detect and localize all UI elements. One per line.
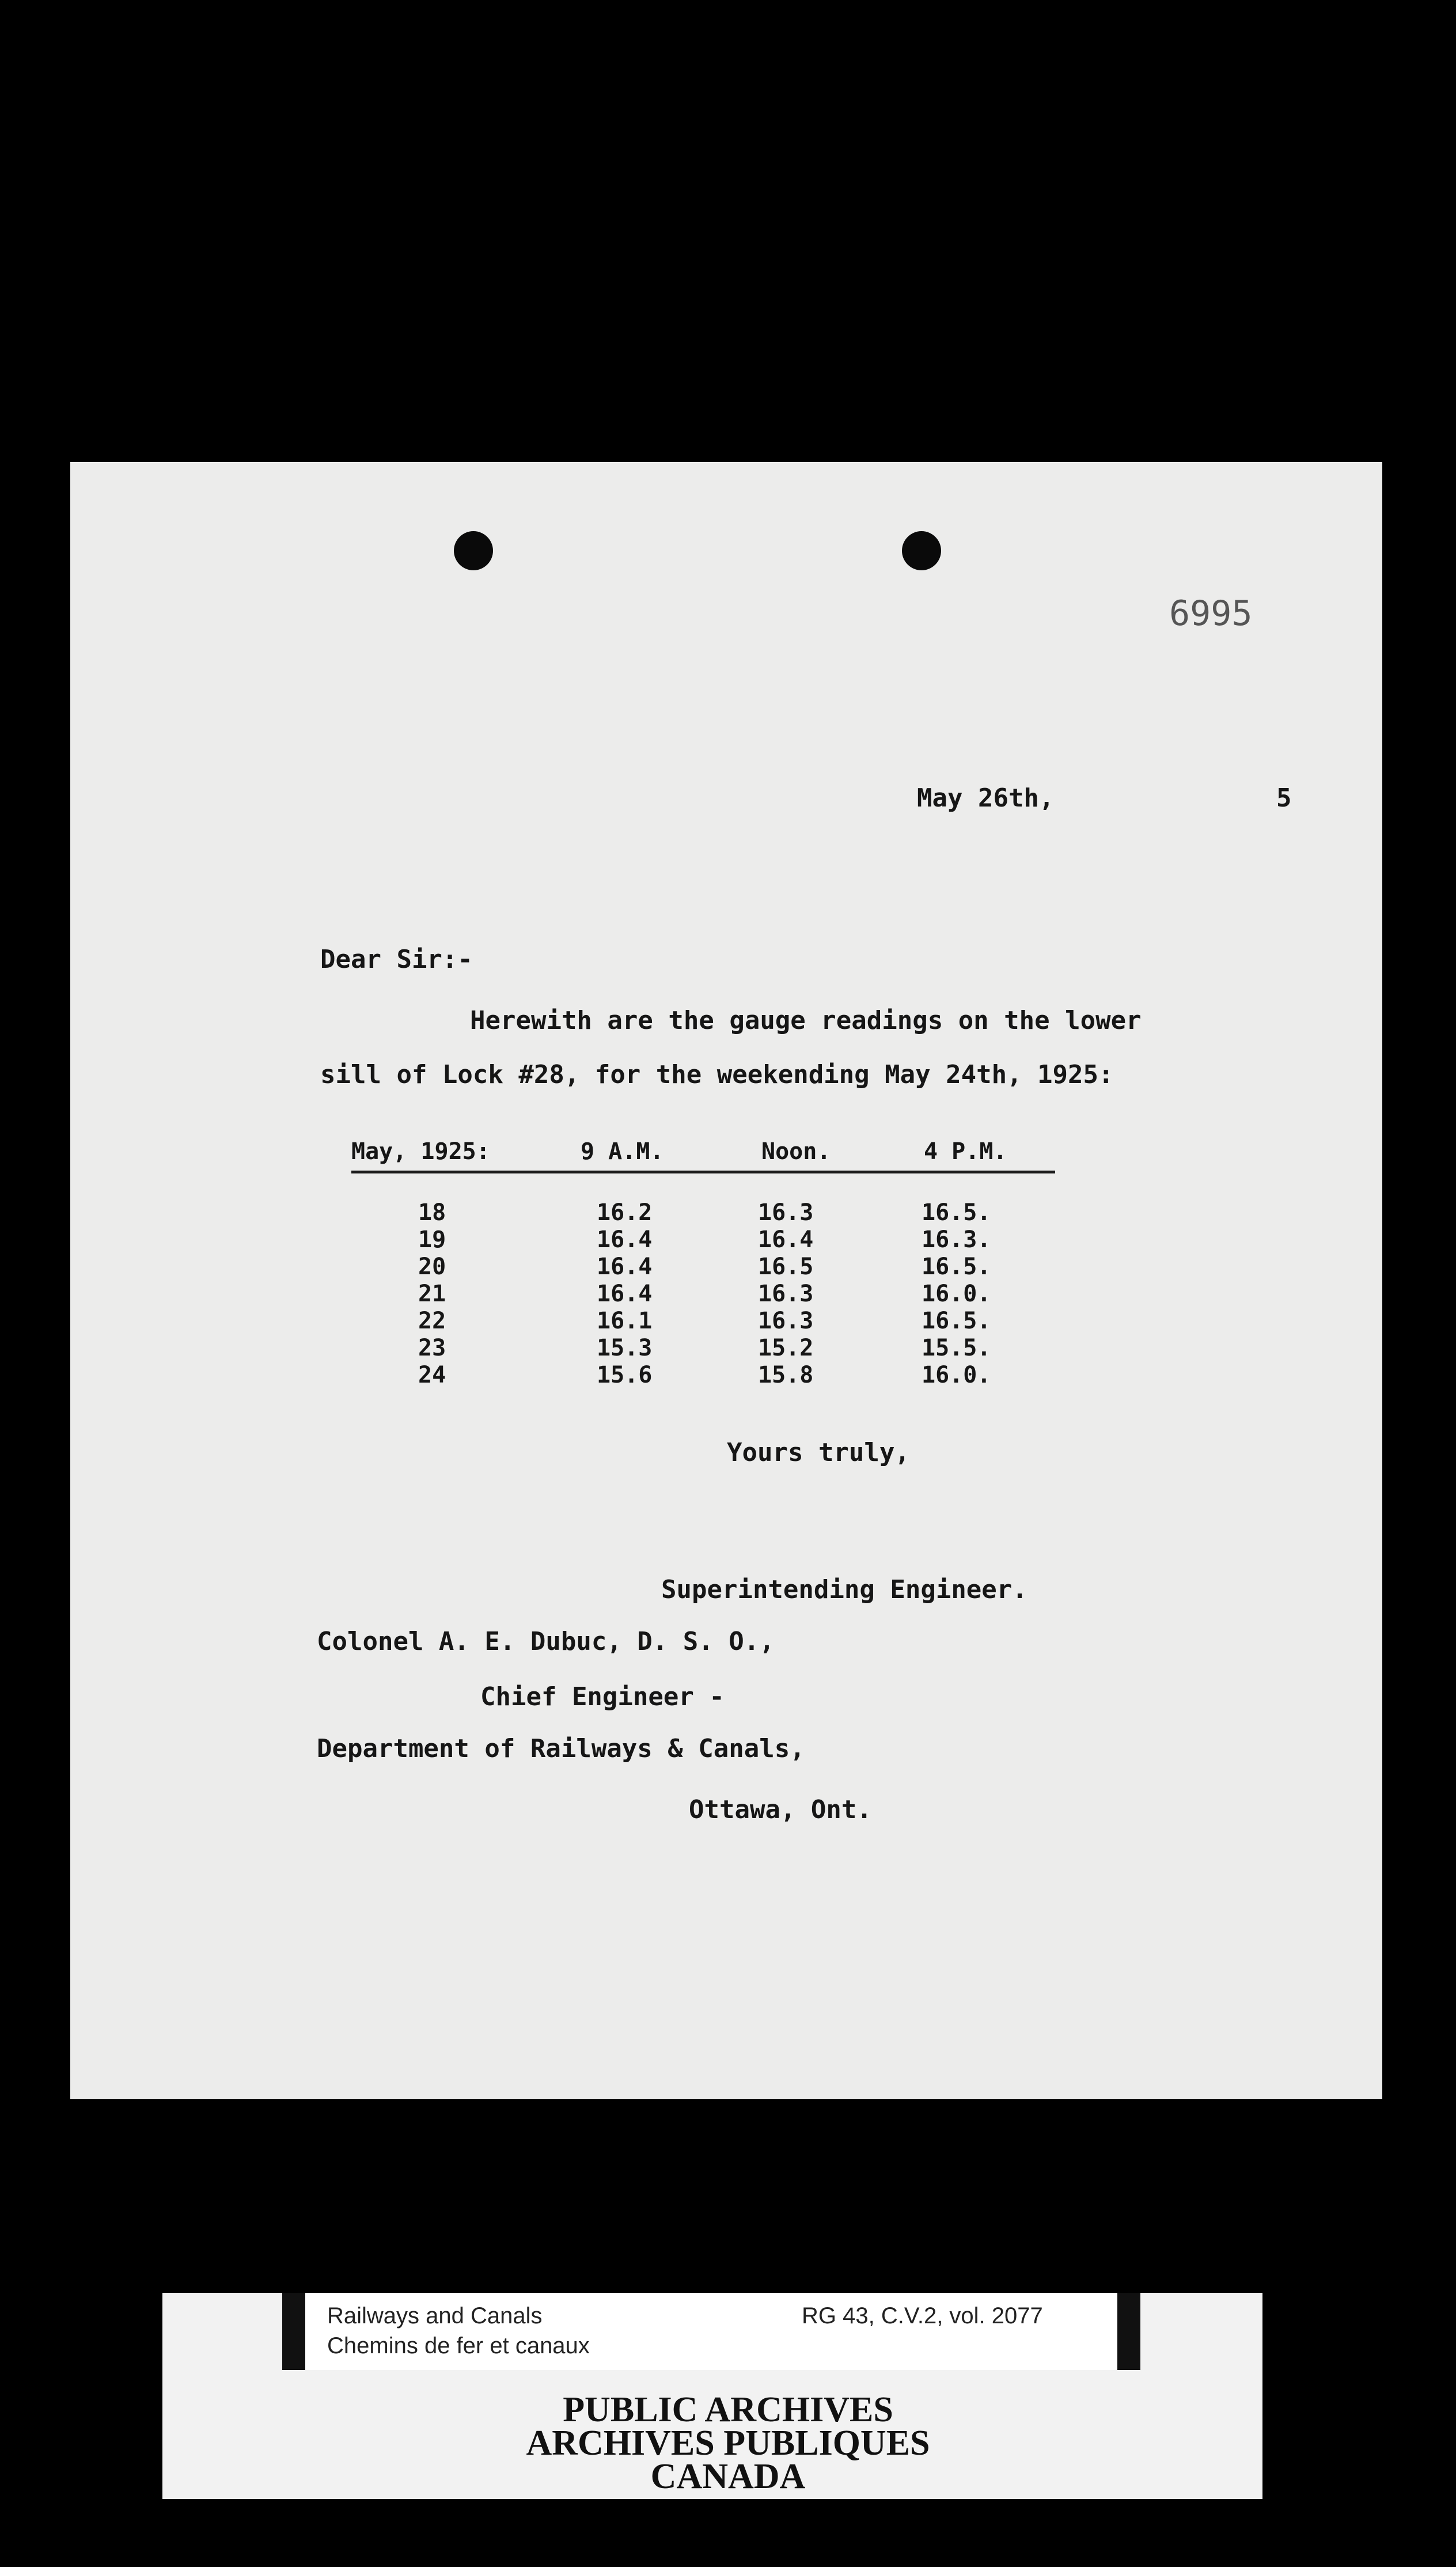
closing: Yours truly, <box>727 1438 910 1467</box>
archive-number: 6995 <box>1169 593 1253 634</box>
day: 19 <box>418 1226 446 1253</box>
header-date: May, 1925: <box>351 1138 490 1165</box>
table-row <box>351 1254 1055 1281</box>
reading-9am: 16.4 <box>597 1254 653 1280</box>
reading-4pm: 16.5. <box>922 1199 991 1226</box>
reading-9am: 16.2 <box>597 1199 653 1226</box>
reading-9am: 15.3 <box>597 1335 653 1361</box>
archives-line-3: CANADA <box>650 2457 806 2496</box>
reading-9am: 16.1 <box>597 1308 653 1334</box>
reading-noon: 16.3 <box>758 1308 814 1334</box>
reading-9am: 16.4 <box>597 1281 653 1307</box>
fonds-english: Railways and Canals <box>327 2303 543 2329</box>
archives-line-1: PUBLIC ARCHIVES <box>563 2390 893 2429</box>
reading-4pm: 16.0. <box>922 1362 991 1388</box>
reading-noon: 15.2 <box>758 1335 814 1361</box>
addressee-name: Colonel A. E. Dubuc, D. S. O., <box>317 1627 775 1656</box>
table-row <box>351 1335 1055 1362</box>
table-header <box>351 1138 1055 1174</box>
addressee-title: Chief Engineer - <box>480 1682 725 1712</box>
page-mark: 5 <box>1276 783 1292 813</box>
reading-noon: 16.3 <box>758 1199 814 1226</box>
signature-title: Superintending Engineer. <box>661 1575 1027 1604</box>
table-row <box>351 1308 1055 1335</box>
body-line-1: Herewith are the gauge readings on the lower <box>470 1006 1142 1035</box>
reading-noon: 16.3 <box>758 1281 814 1307</box>
letter-date: May 26th, <box>917 783 1055 813</box>
reading-noon: 16.5 <box>758 1254 814 1280</box>
archives-line-2: ARCHIVES PUBLIQUES <box>526 2424 930 2463</box>
reading-4pm: 16.5. <box>922 1308 991 1334</box>
table-row <box>351 1226 1055 1254</box>
addressee-city: Ottawa, Ont. <box>689 1795 872 1824</box>
reading-9am: 15.6 <box>597 1362 653 1388</box>
day: 24 <box>418 1362 446 1388</box>
reading-4pm: 15.5. <box>922 1335 991 1361</box>
day: 20 <box>418 1254 446 1280</box>
gauge-readings-table <box>351 1138 1055 1389</box>
day: 18 <box>418 1199 446 1226</box>
header-9am: 9 A.M. <box>581 1138 664 1165</box>
day: 21 <box>418 1281 446 1307</box>
header-noon: Noon. <box>761 1138 831 1165</box>
reading-9am: 16.4 <box>597 1226 653 1253</box>
table-row <box>351 1281 1055 1308</box>
fonds-french: Chemins de fer et canaux <box>327 2333 590 2358</box>
reading-4pm: 16.5. <box>922 1254 991 1280</box>
reading-4pm: 16.0. <box>922 1281 991 1307</box>
day: 23 <box>418 1335 446 1361</box>
punch-hole-right <box>902 531 941 570</box>
day: 22 <box>418 1308 446 1334</box>
table-row <box>351 1199 1055 1226</box>
reading-4pm: 16.3. <box>922 1226 991 1253</box>
table-row <box>351 1362 1055 1389</box>
reading-noon: 16.4 <box>758 1226 814 1253</box>
salutation: Dear Sir:- <box>320 945 473 974</box>
body-line-2: sill of Lock #28, for the weekending May 24th, 1925: <box>320 1060 1114 1089</box>
punch-hole-left <box>454 531 493 570</box>
addressee-department: Department of Railways & Canals, <box>317 1734 805 1763</box>
header-4pm: 4 P.M. <box>924 1138 1007 1165</box>
header-rule <box>351 1171 1055 1173</box>
reading-noon: 15.8 <box>758 1362 814 1388</box>
reference-number: RG 43, C.V.2, vol. 2077 <box>802 2303 1043 2329</box>
